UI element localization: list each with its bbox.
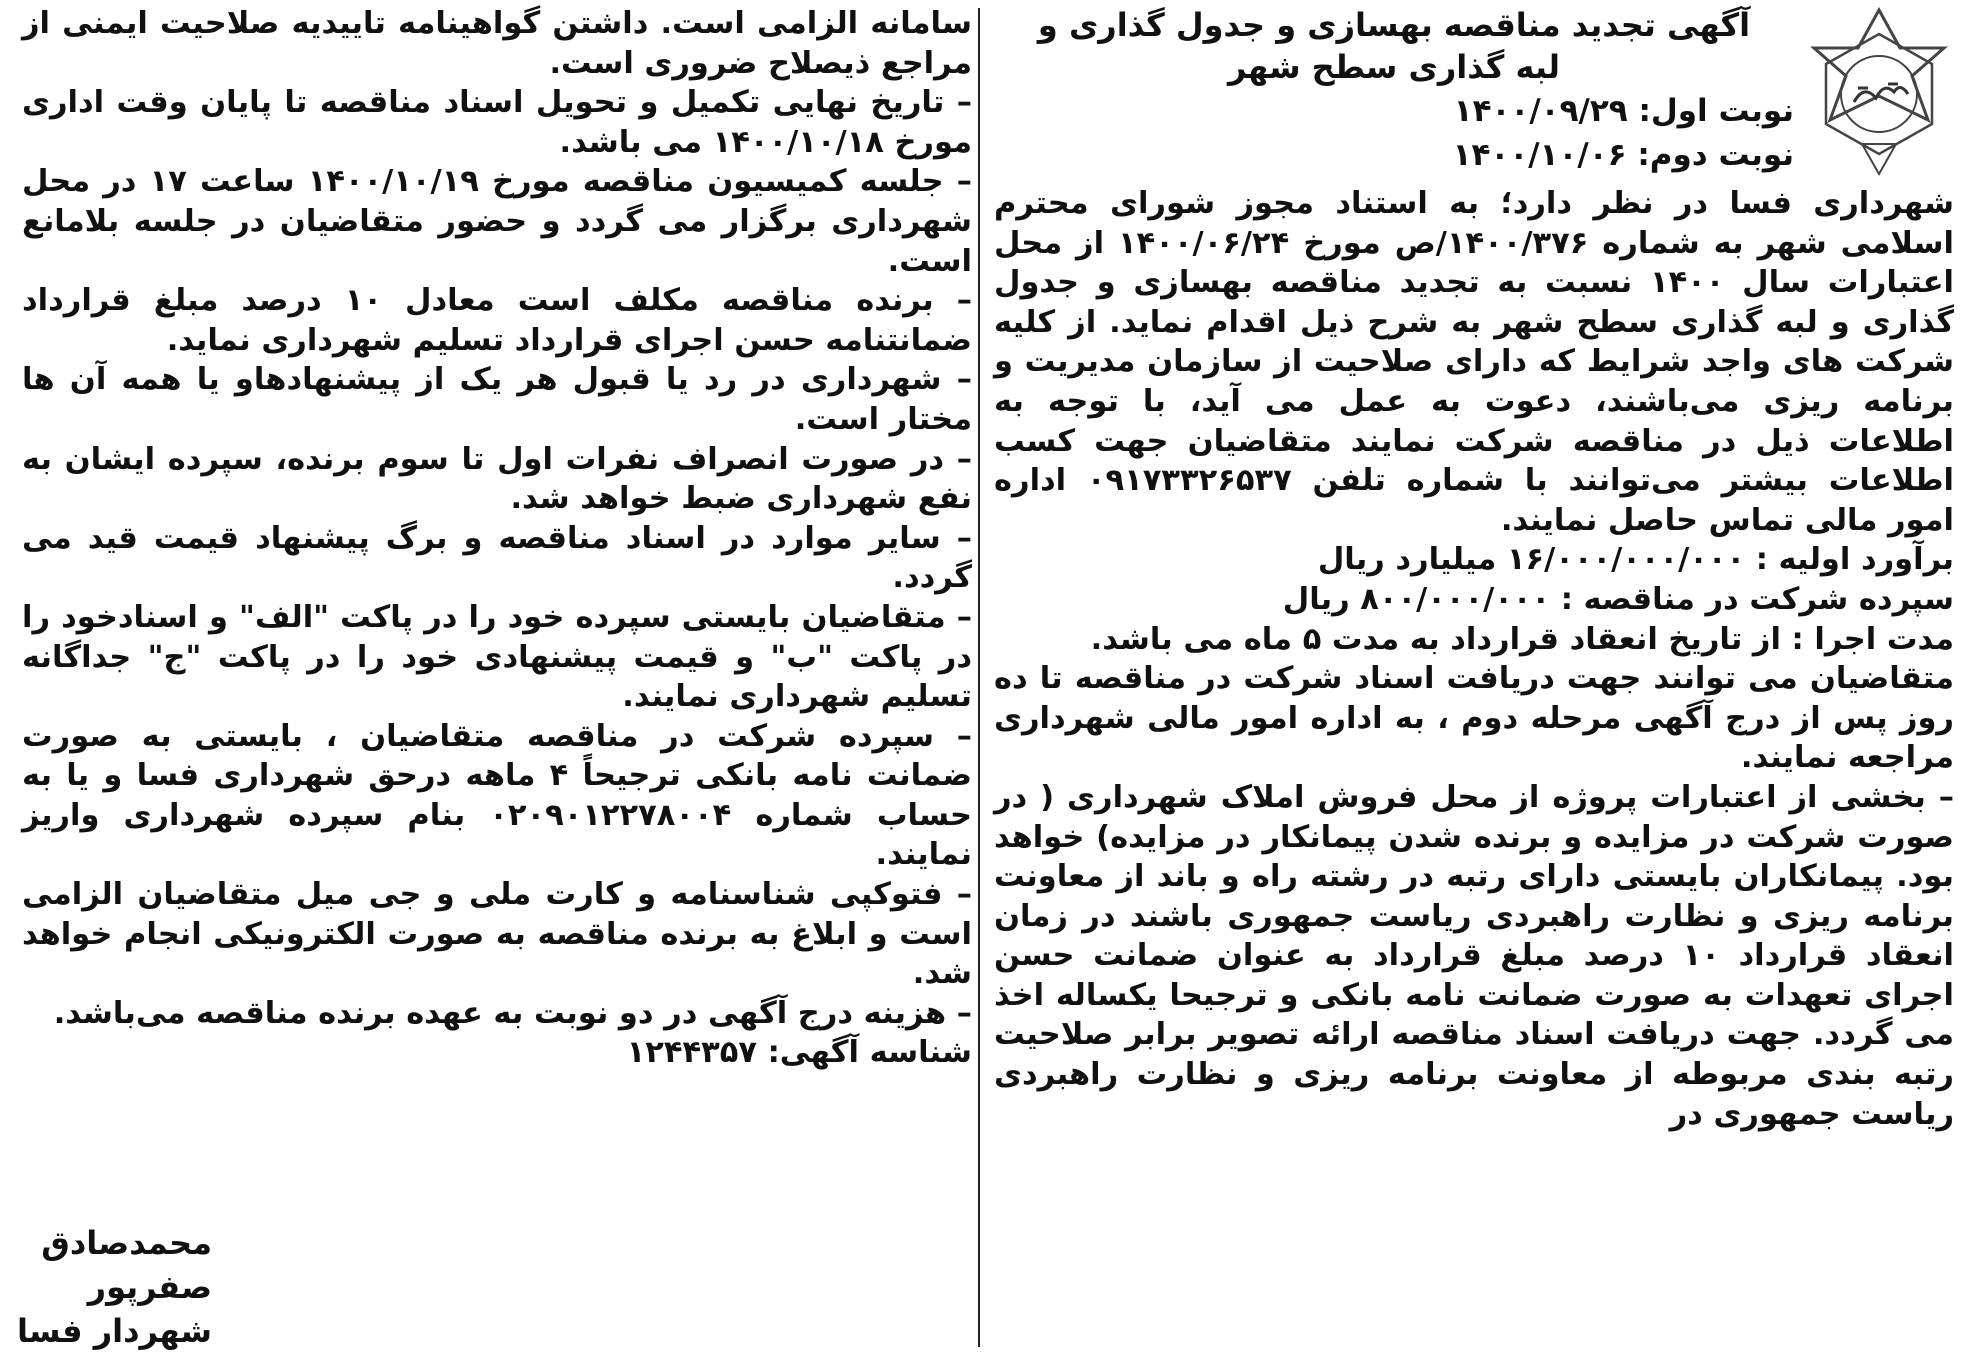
council-emblem-icon [1804,4,1954,184]
notice-title: آگهی تجدید مناقصه بهسازی و جدول گذاری و لبه گذاری سطح شهر [1037,6,1751,86]
list-item: – متقاضیان بایستی سپرده خود را در پاکت "الف" و اسنادخود را در پاکت "ب" و قیمت پیشنهادی خود را در پاکت "ج" جداگانه تسلیم شهرداری نمایند. [22,599,972,715]
header-text [994,4,1794,176]
list-item: – در صورت انصراف نفرات اول تا سوم برنده، سپرده ایشان به نفع شهرداری ضبط خواهد شد. [22,441,972,517]
list-item: – سپرده شرکت در مناقصه متقاضیان ، بایستی به صورت ضمانت نامه بانکی ترجیحاً ۴ ماهه درحق شهرداری فسا و یا به حساب شماره ۰۲۰۹۰۱۲۲۷۸۰۰۴ بنام سپرده شهرداری واریز نمایند. [22,718,972,873]
first-round-date: نوبت اول: ۱۴۰۰/۰۹/۲۹ [1453,93,1794,129]
notice-header [994,4,1954,184]
ad-id: شناسه آگهی: ۱۲۴۴۳۵۷ [626,1035,972,1071]
council-logo [1804,4,1954,184]
execution-duration: مدت اجرا : از تاریخ انعقاد قرارداد به مدت ۵ ماه می باشد. [1090,621,1954,657]
funding-paragraph: – بخشی از اعتبارات پروژه از محل فروش املاک شهرداری ( در صورت شرکت در مزایده و برنده شدن پیمانکار در مزایده) خواهد بود. پیمانکاران بایستی دارای رتبه در رشته راه و باند از معاونت برنامه ریزی و نظارت راهبردی ریاست جمهوری باشند در زمان انعقاد قرارداد ۱۰ درصد مبلغ قرارداد به عنوان ضمانت حسن اجرای تعهدات به صورت ضمانت نامه بانکی و ترجیحا یکساله اخذ می گردد. جهت دریافت اسناد مناقصه ارائه تصویر برابر صلاحیت رتبه بندی مربوطه از معاونت برنامه ریزی و نظارت راهبردی ریاست جمهوری در [994,779,1954,1132]
intro-paragraph: شهرداری فسا در نظر دارد؛ به استناد مجوز شورای محترم اسلامی شهر به شماره ۱۴۰۰/۳۷۶/ص مورخ ۱۴۰۰/۰۶/۲۴ از محل اعتبارات سال ۱۴۰۰ نسبت به تجدید مناقصه بهسازی و جدول گذاری و لبه گذاری سطح شهر به شرح ذیل اقدام نماید. از کلیه شرکت های واجد شرایط که دارای صلاحیت از سازمان مدیریت و برنامه ریزی می‌باشند، دعوت به عمل می آید، با توجه به اطلاعات ذیل در مناقصه شرکت نمایند متقاضیان جهت کسب اطلاعات بیشتر می‌توانند با شماره تلفن ۰۹۱۷۳۳۲۶۵۳۷ اداره امور مالی تماس حاصل نمایند. [994,186,1954,538]
left-column [22,4,972,1351]
list-item: – تاریخ نهایی تکمیل و تحویل اسناد مناقصه تا پایان وقت اداری مورخ ۱۴۰۰/۱۰/۱۸ می باشد. [22,85,972,160]
column-divider [978,8,980,1347]
list-item: – سایر موارد در اسناد مناقصه و برگ پیشنهاد قیمت قید می گردد. [22,520,972,596]
list-item: – برنده مناقصه مکلف است معادل ۱۰ درصد مبلغ قرارداد ضمانتنامه حسن اجرای قرارداد تسلیم شهرداری نماید. [22,283,972,358]
second-round-date: نوبت دوم: ۱۴۰۰/۱۰/۰۶ [1452,137,1794,173]
list-item: – شهرداری در رد یا قبول هر یک از پیشنهادهاو یا همه آن ها مختار است. [22,362,972,437]
list-item: – فتوکپی شناسنامه و کارت ملی و جی میل متقاضیان الزامی است و ابلاغ به برنده مناقصه به صورت الکترونیکی انجام خواهد شد. [22,877,972,992]
tender-deposit: سپرده شرکت در مناقصه : ۸۰۰/۰۰۰/۰۰۰ ریال [1282,581,1954,617]
signer-name: محمدصادق صفرپور [41,1224,212,1306]
right-column [994,4,1954,1351]
signer-title: شهردار فسا [17,1312,212,1350]
continuation-paragraph: سامانه الزامی است. داشتن گواهینامه تاییدیه صلاحیت ایمنی از مراجع ذیصلاح ضروری است. [22,6,972,81]
document-receipt: متقاضیان می توانند جهت دریافت اسناد شرکت در مناقصه تا ده روز پس از درج آگهی مرحله دوم ، به اداره امور مالی شهرداری مراجعه نمایند. [994,661,1954,776]
list-item: – جلسه کمیسیون مناقصه مورخ ۱۴۰۰/۱۰/۱۹ ساعت ۱۷ در محل شهرداری برگزار می گردد و حضور متقاضیان در جلسه بلامانع است. [22,164,972,279]
signature-block [0,1221,212,1353]
initial-estimate: برآورد اولیه : ۱۶/۰۰۰/۰۰۰/۰۰۰ میلیارد ریال [1317,542,1954,578]
list-item: – هزینه درج آگهی در دو نوبت به عهده برنده مناقصه می‌باشد. [53,995,972,1031]
